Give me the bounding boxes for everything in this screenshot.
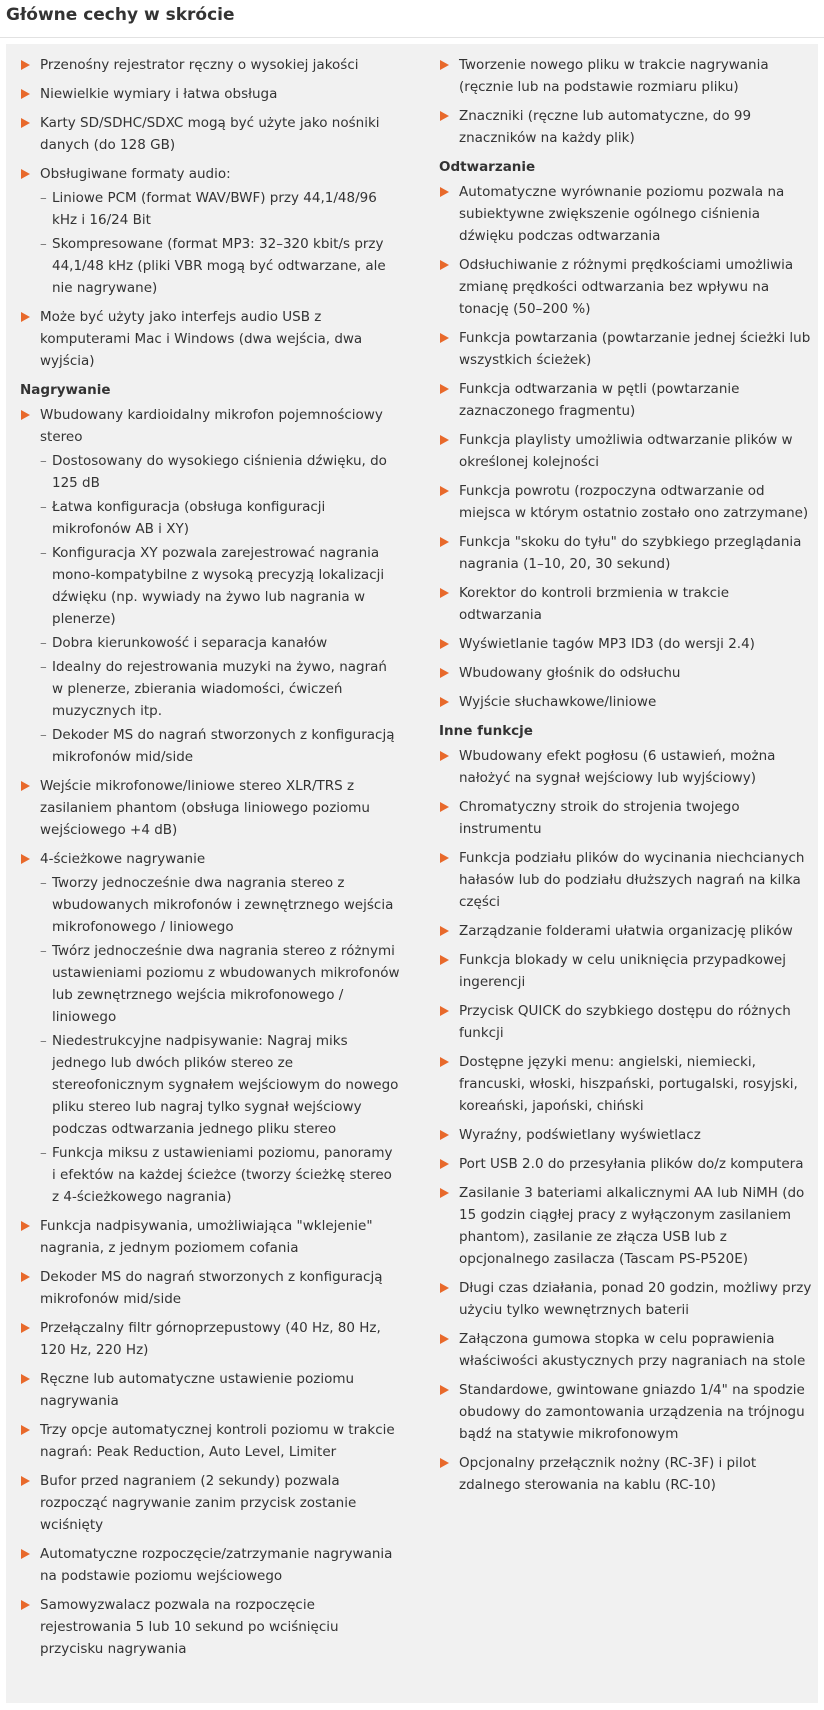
feature-text: Wyraźny, podświetlany wyświetlacz xyxy=(459,1127,701,1143)
feature-item xyxy=(20,1419,400,1463)
feature-text: Funkcja powtarzania (powtarzanie jednej ścieżki lub wszystkich ścieżek) xyxy=(459,330,811,368)
feature-item xyxy=(439,54,814,98)
feature-item xyxy=(20,1368,400,1412)
feature-text: Funkcja playlisty umożliwia odtwarzanie plików w określonej kolejności xyxy=(459,432,793,470)
feature-item xyxy=(439,920,814,942)
feature-text: Odsłuchiwanie z różnymi prędkościami umożliwia zmianę prędkości odtwarzania bez wpływu na tonację (50–200 %) xyxy=(459,257,794,317)
feature-text: Wyświetlanie tagów MP3 ID3 (do wersji 2.4) xyxy=(459,636,755,652)
feature-text: Karty SD/SDHC/SDXC mogą być użyte jako nośniki danych (do 128 GB) xyxy=(40,115,380,153)
feature-item xyxy=(439,531,814,575)
feature-item xyxy=(20,775,400,841)
right-column xyxy=(439,54,814,1503)
feature-item xyxy=(439,662,814,684)
feature-text: Bufor przed nagraniem (2 sekundy) pozwala rozpocząć nagrywanie zanim przycisk zostanie wciśnięty xyxy=(40,1473,357,1533)
recording-list xyxy=(20,404,400,1660)
feature-item xyxy=(20,163,400,299)
feature-text: Funkcja nadpisywania, umożliwiająca "wklejenie" nagrania, z jednym poziomem cofania xyxy=(40,1218,373,1256)
feature-item xyxy=(439,378,814,422)
feature-text: Zasilanie 3 bateriami alkalicznymi AA lub NiMH (do 15 godzin ciągłej pracy z wyłączonym zasilaniem phantom), zasilanie ze złącza USB lub z opcjonalnego zasilacza (Tascam PS-P520E) xyxy=(459,1185,805,1267)
recording-heading: Nagrywanie xyxy=(20,382,111,398)
feature-subitem: – Idealny do rejestrowania muzyki na żywo, nagrań w plenerze, zbierania wiadomości, ćwiczeń muzycznych itp. xyxy=(40,656,400,722)
feature-item xyxy=(439,745,814,789)
feature-item xyxy=(439,1379,814,1445)
feature-item xyxy=(20,1594,400,1660)
feature-text: Automatyczne wyrównanie poziomu pozwala na subiektywne zwiększenie ogólnego ciśnienia dźwięku podczas odtwarzania xyxy=(459,184,785,244)
feature-subitem: – Dobra kierunkowość i separacja kanałów xyxy=(40,632,400,654)
feature-text: Załączona gumowa stopka w celu poprawienia właściwości akustycznych przy nagraniach na stole xyxy=(459,1331,806,1369)
feature-item xyxy=(439,633,814,655)
feature-sublist xyxy=(40,187,400,299)
feature-subitem: – Dekoder MS do nagrań stworzonych z konfiguracją mikrofonów mid/side xyxy=(40,724,400,768)
feature-item xyxy=(439,254,814,320)
feature-text: Wbudowany kardioidalny mikrofon pojemnościowy stereo xyxy=(40,407,383,445)
feature-text: Automatyczne rozpoczęcie/zatrzymanie nagrywania na podstawie poziomu wejściowego xyxy=(40,1546,393,1584)
feature-item xyxy=(439,1277,814,1321)
feature-text: Standardowe, gwintowane gniazdo 1/4" na spodzie obudowy do zamontowania urządzenia na trójnogu bądź na statywie mikrofonowym xyxy=(459,1382,805,1442)
feature-text: Tworzenie nowego pliku w trakcie nagrywania (ręcznie lub na podstawie rozmiaru pliku) xyxy=(459,57,769,95)
feature-text: Ręczne lub automatyczne ustawienie poziomu nagrywania xyxy=(40,1371,355,1409)
feature-text: Korektor do kontroli brzmienia w trakcie odtwarzania xyxy=(459,585,730,623)
feature-text: Może być użyty jako interfejs audio USB z komputerami Mac i Windows (dwa wejścia, dwa wyjścia) xyxy=(40,309,363,369)
feature-item xyxy=(20,112,400,156)
feature-text: Przełączalny filtr górnoprzepustowy (40 Hz, 80 Hz, 120 Hz, 220 Hz) xyxy=(40,1320,381,1358)
feature-text: Zarządzanie folderami ułatwia organizację plików xyxy=(459,923,793,939)
feature-text: Znaczniki (ręczne lub automatyczne, do 99 znaczników na każdy plik) xyxy=(459,108,752,146)
left-column xyxy=(20,54,400,1667)
playback-list xyxy=(439,181,814,713)
feature-text: Dekoder MS do nagrań stworzonych z konfiguracją mikrofonów mid/side xyxy=(40,1269,383,1307)
feature-item xyxy=(439,181,814,247)
feature-subitem: – Niedestrukcyjne nadpisywanie: Nagraj miks jednego lub dwóch plików stereo ze stereofonicznym sygnałem wejściowym do nowego pliku stereo lub nagraj tylko sygnał wejściowy podczas odtwarzania jednego pliku stereo xyxy=(40,1030,400,1140)
feature-text: Port USB 2.0 do przesyłania plików do/z komputera xyxy=(459,1156,804,1172)
feature-item xyxy=(439,796,814,840)
feature-item xyxy=(439,847,814,913)
feature-subitem: – Funkcja miksu z ustawieniami poziomu, panoramy i efektów na każdej ścieżce (tworzy ścieżkę stereo z 4-ścieżkowego nagrania) xyxy=(40,1142,400,1208)
feature-item xyxy=(20,848,400,1208)
feature-text: Funkcja "skoku do tyłu" do szybkiego przeglądania nagrania (1–10, 20, 30 sekund) xyxy=(459,534,802,572)
feature-subitem: – Liniowe PCM (format WAV/BWF) przy 44,1/48/96 kHz i 16/24 Bit xyxy=(40,187,400,231)
feature-text: Chromatyczny stroik do strojenia twojego instrumentu xyxy=(459,799,740,837)
feature-item xyxy=(20,404,400,768)
feature-item xyxy=(439,1124,814,1146)
feature-item xyxy=(439,1328,814,1372)
feature-item xyxy=(439,949,814,993)
page-title: Główne cechy w skrócie xyxy=(6,5,235,25)
feature-item xyxy=(20,1317,400,1361)
feature-item xyxy=(20,1470,400,1536)
feature-item xyxy=(439,1452,814,1496)
feature-subitem: – Dostosowany do wysokiego ciśnienia dźwięku, do 125 dB xyxy=(40,450,400,494)
feature-item xyxy=(20,1266,400,1310)
feature-text: Dostępne języki menu: angielski, niemiecki, francuski, włoski, hiszpański, portugalski, rosyjski, koreański, japoński, chiński xyxy=(459,1054,798,1114)
recording-list-continued xyxy=(439,54,814,149)
feature-subitem: – Twórz jednocześnie dwa nagrania stereo z różnymi ustawieniami poziomu z wbudowanych mikrofonów lub zewnętrznego wejścia mikrofonowego / liniowego xyxy=(40,940,400,1028)
feature-subitem: – Łatwa konfiguracja (obsługa konfiguracji mikrofonów AB i XY) xyxy=(40,496,400,540)
feature-item xyxy=(439,691,814,713)
feature-text: Obsługiwane formaty audio: xyxy=(40,166,231,182)
feature-sublist xyxy=(40,450,400,768)
feature-text: Opcjonalny przełącznik nożny (RC-3F) i pilot zdalnego sterowania na kablu (RC-10) xyxy=(459,1455,757,1493)
feature-item xyxy=(439,1153,814,1175)
feature-item xyxy=(439,429,814,473)
feature-item xyxy=(439,327,814,371)
feature-text: Niewielkie wymiary i łatwa obsługa xyxy=(40,86,278,102)
feature-text: Funkcja podziału plików do wycinania niechcianych hałasów lub do podziału dłuższych nagrań na kilka części xyxy=(459,850,805,910)
feature-item xyxy=(439,1182,814,1270)
other-features-heading: Inne funkcje xyxy=(439,723,533,739)
feature-item xyxy=(439,480,814,524)
feature-item xyxy=(20,1215,400,1259)
feature-item xyxy=(439,582,814,626)
feature-text: Długi czas działania, ponad 20 godzin, możliwy przy użyciu tylko wewnętrznych baterii xyxy=(459,1280,812,1318)
feature-text: Przenośny rejestrator ręczny o wysokiej jakości xyxy=(40,57,359,73)
feature-item xyxy=(20,83,400,105)
feature-item xyxy=(20,306,400,372)
feature-item xyxy=(20,54,400,76)
feature-text: Funkcja odtwarzania w pętli (powtarzanie zaznaczonego fragmentu) xyxy=(459,381,740,419)
title-divider xyxy=(0,37,824,38)
feature-text: Wbudowany efekt pogłosu (6 ustawień, można nałożyć na sygnał wejściowy lub wyjściowy) xyxy=(459,748,776,786)
feature-text: Wejście mikrofonowe/liniowe stereo XLR/TRS z zasilaniem phantom (obsługa liniowego poziomu wejściowego +4 dB) xyxy=(40,778,370,838)
feature-item xyxy=(20,1543,400,1587)
feature-sublist xyxy=(40,872,400,1208)
feature-text: Samowyzwalacz pozwala na rozpoczęcie rejestrowania 5 lub 10 sekund po wciśnięciu przycisku nagrywania xyxy=(40,1597,339,1657)
feature-item xyxy=(439,1000,814,1044)
feature-text: Funkcja blokady w celu uniknięcia przypadkowej ingerencji xyxy=(459,952,786,990)
feature-text: Trzy opcje automatycznej kontroli poziomu w trakcie nagrań: Peak Reduction, Auto Level, Limiter xyxy=(40,1422,395,1460)
intro-list xyxy=(20,54,400,372)
playback-heading: Odtwarzanie xyxy=(439,159,536,175)
feature-subitem: – Tworzy jednocześnie dwa nagrania stereo z wbudowanych mikrofonów i zewnętrznego wejścia mikrofonowego / liniowego xyxy=(40,872,400,938)
feature-text: Wyjście słuchawkowe/liniowe xyxy=(459,694,657,710)
feature-item xyxy=(439,1051,814,1117)
other-features-list xyxy=(439,745,814,1496)
feature-subitem: – Skompresowane (format MP3: 32–320 kbit/s przy 44,1/48 kHz (pliki VBR mogą być odtwarzane, ale nie nagrywane) xyxy=(40,233,400,299)
feature-item xyxy=(439,105,814,149)
feature-text: Przycisk QUICK do szybkiego dostępu do różnych funkcji xyxy=(459,1003,791,1041)
feature-subitem: – Konfiguracja XY pozwala zarejestrować nagrania mono-kompatybilne z wysoką precyzją lokalizacji dźwięku (np. wywiady na żywo lub nagrania w plenerze) xyxy=(40,542,400,630)
feature-text: Wbudowany głośnik do odsłuchu xyxy=(459,665,681,681)
feature-text: 4-ścieżkowe nagrywanie xyxy=(40,851,206,867)
feature-text: Funkcja powrotu (rozpoczyna odtwarzanie od miejsca w którym ostatnio zostało ono zatrzymane) xyxy=(459,483,809,521)
features-panel xyxy=(6,44,818,1703)
